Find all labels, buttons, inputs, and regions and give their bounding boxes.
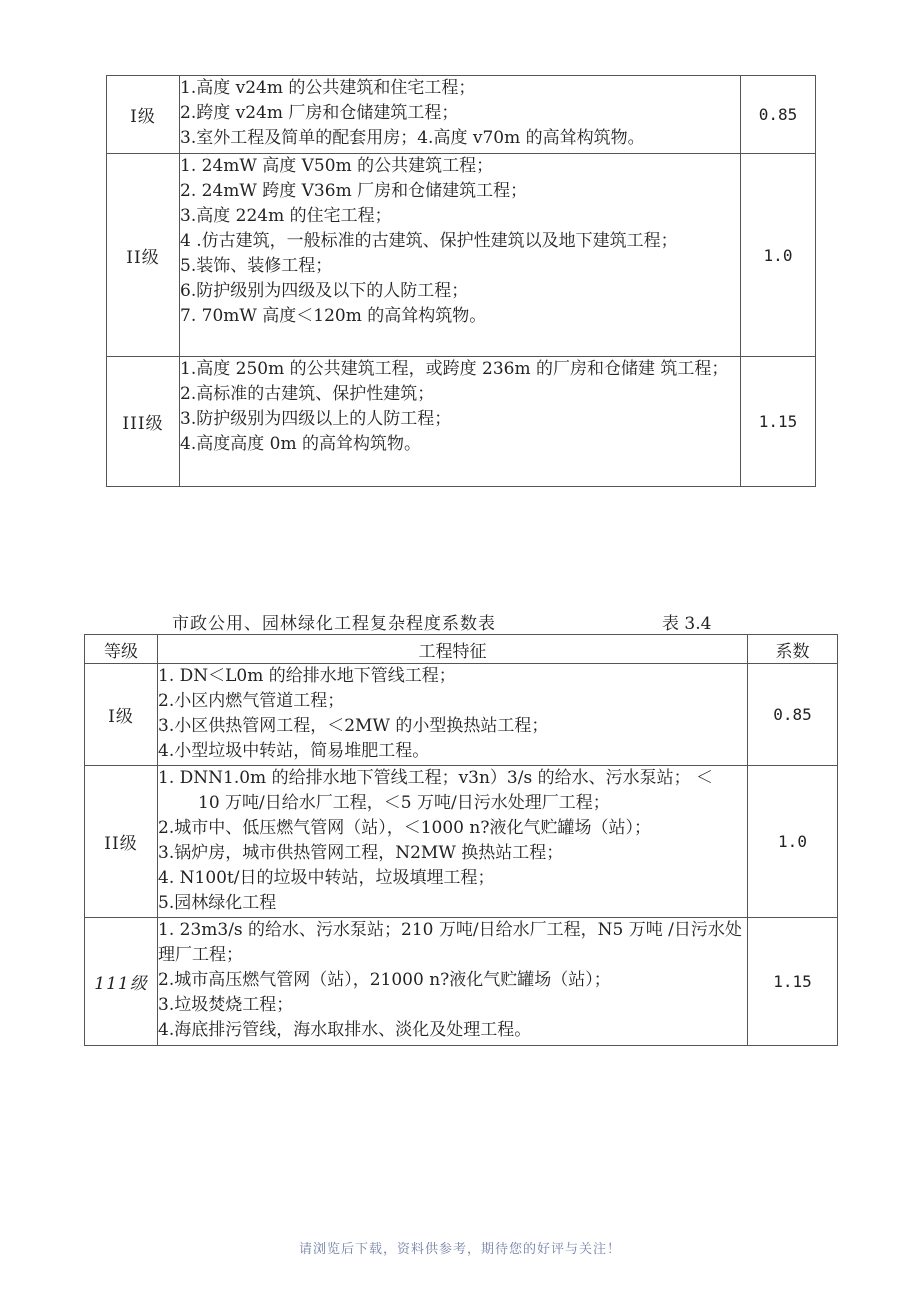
table-row	[107, 154, 816, 357]
feature-line: 1. 24mW 高度 V50m 的公共建筑工程；	[180, 156, 494, 176]
feature-line: 3.防护级别为四级以上的人防工程；	[180, 409, 452, 429]
feature-line: 2. 24mW 跨度 V36m 厂房和仓储建筑工程；	[180, 181, 528, 201]
page-footer: 请浏览后下载，资料供参考，期待您的好评与关注！	[298, 1242, 621, 1257]
level-cell: III级	[107, 357, 180, 487]
level-cell: I级	[107, 76, 180, 154]
feature-line: 10 万吨/日给水厂工程，＜5 万吨/日污水处理厂工程；	[198, 793, 610, 813]
feature-line: 7. 70mW 高度＜120m 的高耸构筑物。	[180, 306, 487, 326]
feature-line: 1. 23m3/s 的给水、污水泵站；210 万吨/日给水厂工程，N5 万吨 /日污水处理厂工程；	[158, 920, 742, 965]
feature-line: 2.跨度 v24m 厂房和仓储建筑工程；	[180, 103, 459, 123]
feature-line: 2.城市高压燃气管网（站），21000 n?液化气贮罐场（站）；	[158, 970, 611, 990]
feature-line: 2.城市中、低压燃气管网（站），＜1000 n?液化气贮罐场（站）；	[158, 818, 651, 838]
header-features: 工程特征	[158, 635, 748, 664]
level-cell: II级	[85, 766, 158, 918]
feature-line: 1. DNN1.0m 的给排水地下管线工程；v3n）3/s 的给水、污水泵站； ＜	[158, 768, 714, 788]
feature-line: 3.垃圾焚烧工程；	[158, 995, 294, 1015]
feature-line: 2.小区内燃气管道工程；	[158, 691, 345, 711]
table-caption: 市政公用、园林绿化工程复杂程度系数表	[172, 614, 496, 634]
table-row	[85, 664, 838, 766]
feature-line: 2.高标准的古建筑、保护性建筑；	[180, 384, 435, 404]
table-row	[107, 357, 816, 487]
feature-line: 3.高度 224m 的住宅工程；	[180, 206, 392, 226]
coefficient-cell: 1.15	[748, 918, 838, 1046]
feature-line: 4. N100t/日的垃圾中转站，垃圾填埋工程；	[158, 868, 495, 888]
table-row	[85, 766, 838, 918]
feature-cell	[158, 766, 748, 918]
feature-line: 3.锅炉房，城市供热管网工程，N2MW 换热站工程；	[158, 843, 564, 863]
feature-line: 3.室外工程及简单的配套用房；4.高度 v70m 的高耸构筑物。	[180, 128, 645, 148]
feature-line: 5.装饰、装修工程；	[180, 256, 333, 276]
municipal-complexity-table	[84, 634, 838, 1046]
coefficient-cell: 1.15	[741, 357, 816, 487]
feature-line: 3.小区供热管网工程，＜2MW 的小型换热站工程；	[158, 716, 549, 736]
feature-line: 1. DN＜L0m 的给排水地下管线工程；	[158, 666, 456, 686]
feature-line: 4.高度高度 0m 的高耸构筑物。	[180, 434, 421, 454]
feature-cell	[158, 664, 748, 766]
table-number: 表 3.4	[662, 614, 712, 634]
feature-line: 6.防护级别为四级及以下的人防工程；	[180, 281, 469, 301]
building-complexity-table	[106, 75, 816, 487]
table-header-row	[85, 635, 838, 664]
feature-line: 4 .仿古建筑，一般标准的古建筑、保护性建筑以及地下建筑工程；	[180, 231, 678, 251]
feature-cell	[158, 918, 748, 1046]
level-cell: 111级	[85, 918, 158, 1046]
feature-cell	[180, 357, 741, 487]
feature-line: 1.高度 v24m 的公共建筑和住宅工程；	[180, 78, 476, 98]
feature-line: 1.高度 250m 的公共建筑工程，或跨度 236m 的厂房和仓储建 筑工程；	[180, 359, 729, 379]
table-row	[85, 918, 838, 1046]
level-cell: II级	[107, 154, 180, 357]
feature-line: 4.海底排污管线，海水取排水、淡化及处理工程。	[158, 1020, 532, 1040]
feature-cell	[180, 76, 741, 154]
feature-line: 5.园林绿化工程	[158, 893, 277, 913]
coefficient-cell: 0.85	[748, 664, 838, 766]
header-level: 等级	[85, 635, 158, 664]
table-row	[107, 76, 816, 154]
coefficient-cell: 1.0	[741, 154, 816, 357]
level-cell: I级	[85, 664, 158, 766]
coefficient-cell: 1.0	[748, 766, 838, 918]
feature-line: 4.小型垃圾中转站，简易堆肥工程。	[158, 741, 430, 761]
header-coefficient: 系数	[748, 635, 838, 664]
feature-cell	[180, 154, 741, 357]
coefficient-cell: 0.85	[741, 76, 816, 154]
